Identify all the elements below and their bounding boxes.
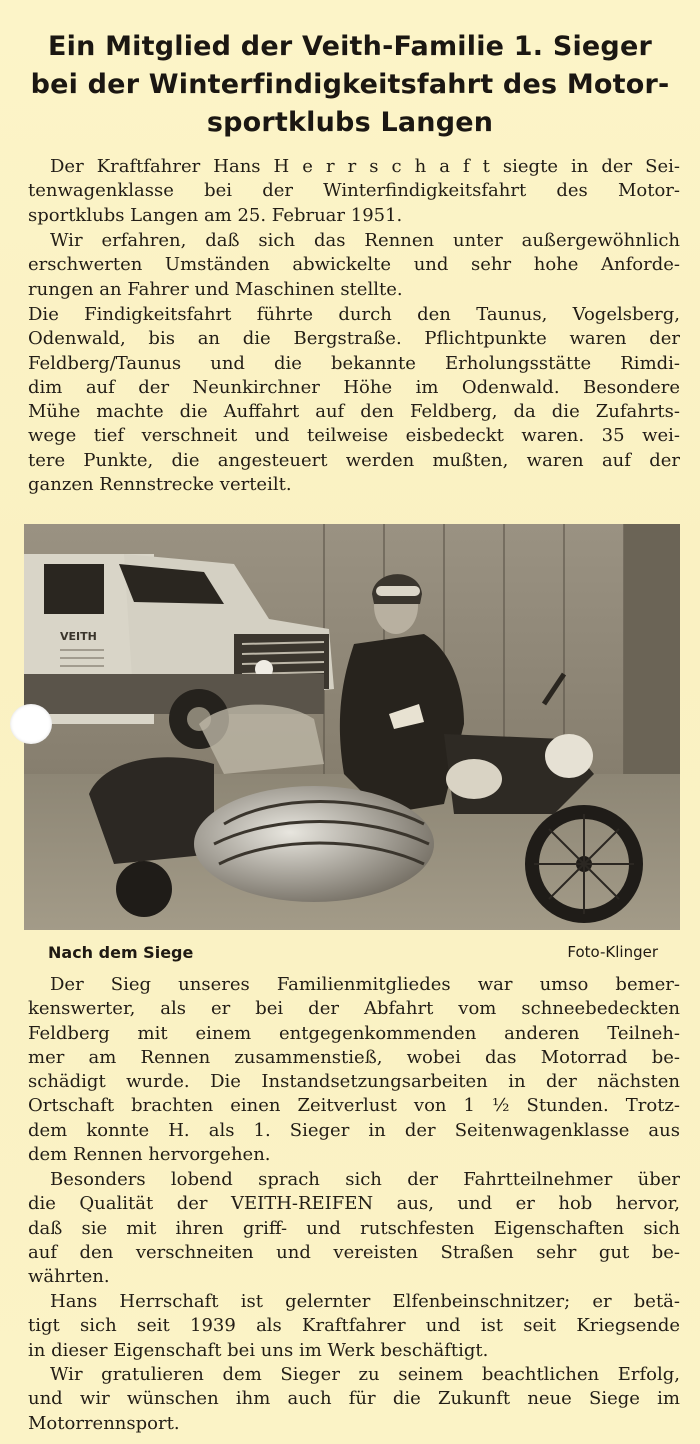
body-paragraph-4 [28,1363,680,1436]
text-line: auf den verschneiten und vereisten Straßen sehr gut be- [28,1241,680,1263]
text-line: Der Sieg unseres Familienmitgliedes war umso bemer- [50,974,680,995]
intro-paragraph-1 [28,155,680,228]
text-line: dem konnte H. als 1. Sieger in der Seitenwagenklasse aus [28,1119,680,1141]
title-line: bei der Winterfindigkeitsfahrt des Motor- [30,69,670,100]
text-line: wege tief verschneit und teilweise eisbedeckt waren. 35 wei- [28,425,680,447]
intro-paragraph-2 [28,229,680,302]
intro-paragraph-3 [28,303,680,497]
text-line: in dieser Eigenschaft bei uns im Werk beschäftigt. [28,1339,489,1361]
photo-illustration [24,524,680,930]
title-line: sportklubs Langen [206,107,494,138]
article-title [20,28,680,142]
text-line: Odenwald, bis an die Bergstraße. Pflichtpunkte waren der [28,328,680,350]
text-line: tenwagenklasse bei der Winterfindigkeitsfahrt des Motor- [28,180,680,202]
text-line: ganzen Rennstrecke verteilt. [28,474,292,496]
photo-caption: Nach dem Siege [48,943,194,962]
text-line: erschwerten Umständen abwickelte und sehr hohe Anforde- [28,254,680,276]
photo-credit: Foto-Klinger [567,943,658,961]
article-photo [24,524,680,930]
text-line: kenswerter, als er bei der Abfahrt vom schneebedeckten [28,998,680,1020]
text-line: die Qualität der VEITH-REIFEN aus, und er hob hervor, [28,1193,680,1215]
text-line: schädigt wurde. Die Instandsetzungsarbeiten in der nächsten [28,1071,680,1093]
text-line: Feldberg mit einem entgegenkommenden anderen Teilneh- [28,1022,680,1044]
text-line: Hans Herrschaft ist gelernter Elfenbeinschnitzer; er betä- [50,1291,680,1312]
text-line: sportklubs Langen am 25. Februar 1951. [28,204,403,226]
body-paragraph-1 [28,973,680,1167]
text-line: tere Punkte, die angesteuert werden mußten, waren auf der [28,449,680,471]
text-line: Die Findigkeitsfahrt führte durch den Taunus, Vogelsberg, [28,304,680,325]
text-line: Wir erfahren, daß sich das Rennen unter außergewöhnlich [50,230,680,251]
text-line: dim auf der Neunkirchner Höhe im Odenwald. Besondere [28,376,680,398]
text-line: rungen an Fahrer und Maschinen stellte. [28,278,403,300]
text-line: Ortschaft brachten einen Zeitverlust von 1 ½ Stunden. Trotz- [28,1095,680,1117]
title-line: Ein Mitglied der Veith-Familie 1. Sieger [47,31,652,62]
text-line: Der Kraftfahrer Hans H e r r s c h a f t siegte in der Sei- [50,156,680,177]
text-line: Wir gratulieren dem Sieger zu seinem beachtlichen Erfolg, [50,1364,680,1385]
text-line: und wir wünschen ihm auch für die Zukunft neue Siege im [28,1388,680,1410]
body-paragraph-2 [28,1168,680,1289]
text-line: dem Rennen hervorgehen. [28,1144,271,1166]
text-line: währten. [28,1266,110,1288]
truck-label: VEITH [60,630,97,643]
text-line: Mühe machte die Auffahrt auf den Feldberg, da die Zufahrts- [28,401,680,423]
punch-hole [10,704,52,744]
text-line: Motorrennsport. [28,1412,180,1434]
text-line: mer am Rennen zusammenstieß, wobei das Motorrad be- [28,1046,680,1068]
text-line: Besonders lobend sprach sich der Fahrtteilnehmer über [50,1169,680,1190]
body-paragraph-3 [28,1290,680,1363]
text-line: daß sie mit ihren griff- und rutschfesten Eigenschaften sich [28,1217,680,1239]
text-line: tigt sich seit 1939 als Kraftfahrer und ist seit Kriegsende [28,1315,680,1337]
text-line: Feldberg/Taunus und die bekannte Erholungsstätte Rimdi- [28,352,680,374]
